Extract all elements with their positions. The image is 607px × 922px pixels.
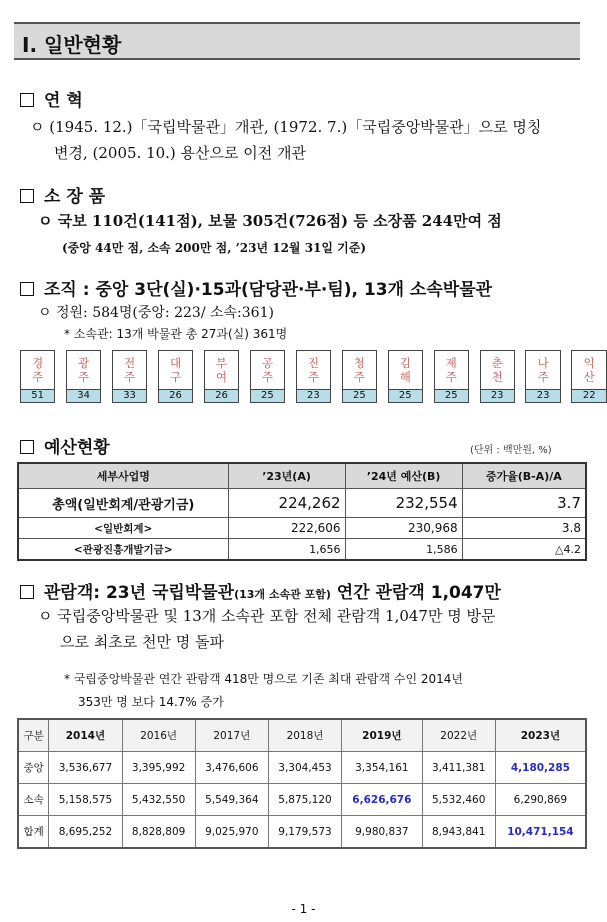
visitors-row-label: 중앙 (18, 752, 49, 784)
history-line1: ㅇ (1945. 12.)「국립박물관」개관, (1972. 7.)「국립중앙박물관」으로 명칭 (30, 118, 542, 136)
visitors-table (17, 718, 587, 849)
checkbox-square-icon (20, 93, 34, 107)
budget-header-rate: 증가율(B-A)/A (462, 463, 586, 489)
visitors-header-cell: 2018년 (268, 719, 341, 752)
visitors-cell: 5,549,364 (195, 784, 268, 816)
grid-gap (55, 351, 67, 390)
museum-name: 부 여 (204, 351, 238, 390)
grid-gap (560, 390, 572, 403)
visitors-heading-small: (13개 소속관 포함) (234, 588, 331, 601)
grid-gap (331, 351, 343, 390)
visitors-cell: 4,180,285 (495, 752, 586, 784)
visitors-cell: 8,943,841 (422, 816, 495, 849)
grid-gap (468, 351, 480, 390)
budget-header-2024: ’24년 예산(B) (345, 463, 462, 489)
museum-name: 청 주 (342, 351, 376, 390)
grid-gap (285, 351, 297, 390)
museum-count: 26 (158, 390, 192, 403)
visitors-cell: 6,290,869 (495, 784, 586, 816)
visitors-cell: 3,536,677 (49, 752, 122, 784)
grid-gap (193, 351, 205, 390)
budget-row-tourism-2024: 1,586 (345, 539, 462, 561)
grid-gap (147, 351, 159, 390)
grid-gap (101, 351, 113, 390)
museum-name: 경 주 (21, 351, 55, 390)
budget-table (17, 462, 587, 561)
budget-unit: (단위 : 백만원, %) (470, 445, 552, 456)
checkbox-square-icon (20, 189, 34, 203)
grid-gap (468, 390, 480, 403)
museum-name: 나 주 (526, 351, 560, 390)
museum-name: 전 주 (112, 351, 146, 390)
visitors-cell: 6,626,676 (342, 784, 423, 816)
museum-count: 23 (480, 390, 514, 403)
museum-count: 25 (388, 390, 422, 403)
collection-line1: ㅇ 국보 110건(141점), 보물 305건(726점) 등 소장품 244만여 점 (38, 212, 502, 230)
visitors-cell: 3,304,453 (268, 752, 341, 784)
museum-count: 23 (296, 390, 330, 403)
visitors-heading (20, 578, 501, 603)
grid-gap (55, 390, 67, 403)
visitors-cell: 5,432,550 (122, 784, 195, 816)
grid-gap (193, 390, 205, 403)
collection-heading-text: 소 장 품 (44, 187, 106, 207)
visitors-cell: 10,471,154 (495, 816, 586, 849)
visitors-header-cell: 2014년 (49, 719, 122, 752)
grid-gap (422, 390, 434, 403)
grid-gap (239, 390, 251, 403)
visitors-cell: 8,695,252 (49, 816, 122, 849)
museum-name: 익 산 (572, 351, 607, 390)
checkbox-square-icon (20, 585, 34, 599)
visitors-cell: 5,875,120 (268, 784, 341, 816)
museum-count: 33 (112, 390, 146, 403)
budget-row-total-2023: 224,262 (228, 489, 345, 518)
museum-count: 25 (434, 390, 468, 403)
grid-gap (376, 390, 388, 403)
budget-heading-text: 예산현황 (44, 438, 110, 458)
visitors-cell: 9,179,573 (268, 816, 341, 849)
visitors-cell: 5,532,460 (422, 784, 495, 816)
grid-gap (560, 351, 572, 390)
budget-row-general-2023: 222,606 (228, 518, 345, 539)
visitors-line2: 으로 최초로 천만 명 돌파 (60, 633, 224, 651)
budget-row-tourism-name: <관광진흥개발기금> (18, 539, 228, 561)
grid-gap (376, 351, 388, 390)
budget-header-2023: ’23년(A) (228, 463, 345, 489)
visitors-header-cell: 2023년 (495, 719, 586, 752)
visitors-header-cell: 2019년 (342, 719, 423, 752)
visitors-line1: ㅇ 국립중앙박물관 및 13개 소속관 포함 전체 관람객 1,047만 명 방문 (38, 607, 496, 625)
visitors-cell: 9,980,837 (342, 816, 423, 849)
visitors-header-cell: 2016년 (122, 719, 195, 752)
visitors-note2: 353만 명 보다 14.7% 증가 (78, 695, 224, 709)
grid-gap (147, 390, 159, 403)
budget-row-total-2024: 232,554 (345, 489, 462, 518)
museum-name: 춘 천 (480, 351, 514, 390)
visitors-cell: 9,025,970 (195, 816, 268, 849)
museum-name: 제 주 (434, 351, 468, 390)
budget-row-tourism-rate: △4.2 (462, 539, 586, 561)
visitors-cell: 3,411,381 (422, 752, 495, 784)
budget-row-general-rate: 3.8 (462, 518, 586, 539)
visitors-header-cell: 2022년 (422, 719, 495, 752)
budget-row-general-2024: 230,968 (345, 518, 462, 539)
museum-count: 34 (66, 390, 100, 403)
grid-gap (422, 351, 434, 390)
visitors-row-label: 합계 (18, 816, 49, 849)
budget-header-name: 세부사업명 (18, 463, 228, 489)
museum-count: 25 (250, 390, 284, 403)
org-staff: ㅇ 정원: 584명(중앙: 223/ 소속:361) (38, 305, 274, 321)
museum-count: 22 (572, 390, 607, 403)
budget-row-total-name: 총액(일반회계/관광기금) (18, 489, 228, 518)
grid-gap (285, 390, 297, 403)
visitors-cell: 3,476,606 (195, 752, 268, 784)
visitors-row-label: 소속 (18, 784, 49, 816)
collection-heading (20, 182, 105, 207)
grid-gap (514, 351, 526, 390)
museum-grid (20, 350, 607, 403)
visitors-heading-tail: 연간 관람객 1,047만 (336, 583, 501, 603)
visitors-cell: 3,354,161 (342, 752, 423, 784)
museum-name: 광 주 (66, 351, 100, 390)
museum-count: 25 (342, 390, 376, 403)
museum-count: 26 (204, 390, 238, 403)
history-heading-text: 연 혁 (44, 91, 83, 111)
checkbox-square-icon (20, 282, 34, 296)
visitors-heading-main: 관람객: 23년 국립박물관 (44, 583, 235, 603)
history-heading (20, 86, 83, 111)
budget-row-tourism-2023: 1,656 (228, 539, 345, 561)
org-note: * 소속관: 13개 박물관 총 27과(실) 361명 (64, 327, 288, 341)
org-heading (20, 275, 492, 300)
collection-line2: (중앙 44만 점, 소속 200만 점, ’23년 12월 31일 기준) (62, 241, 367, 255)
page-title: Ⅰ. 일반현황 (22, 33, 122, 57)
museum-count: 23 (526, 390, 560, 403)
visitors-cell: 5,158,575 (49, 784, 122, 816)
grid-gap (514, 390, 526, 403)
grid-gap (239, 351, 251, 390)
checkbox-square-icon (20, 440, 34, 454)
page-number: - 1 - (291, 902, 316, 916)
budget-heading (20, 433, 110, 458)
museum-name: 공 주 (250, 351, 284, 390)
visitors-cell: 3,395,992 (122, 752, 195, 784)
visitors-header-cell: 구분 (18, 719, 49, 752)
budget-row-total-rate: 3.7 (462, 489, 586, 518)
history-line2: 변경, (2005. 10.) 용산으로 이전 개관 (54, 144, 307, 162)
museum-name: 김 해 (388, 351, 422, 390)
grid-gap (331, 390, 343, 403)
visitors-note1: * 국립중앙박물관 연간 관람객 418만 명으로 기존 최대 관람객 수인 2014년 (64, 672, 463, 686)
visitors-header-cell: 2017년 (195, 719, 268, 752)
org-heading-text: 조직 : 중앙 3단(실)·15과(담당관·부·팀), 13개 소속박물관 (44, 280, 493, 300)
budget-row-general-name: <일반회계> (18, 518, 228, 539)
museum-name: 진 주 (296, 351, 330, 390)
grid-gap (101, 390, 113, 403)
visitors-cell: 8,828,809 (122, 816, 195, 849)
museum-name: 대 구 (158, 351, 192, 390)
museum-count: 51 (21, 390, 55, 403)
